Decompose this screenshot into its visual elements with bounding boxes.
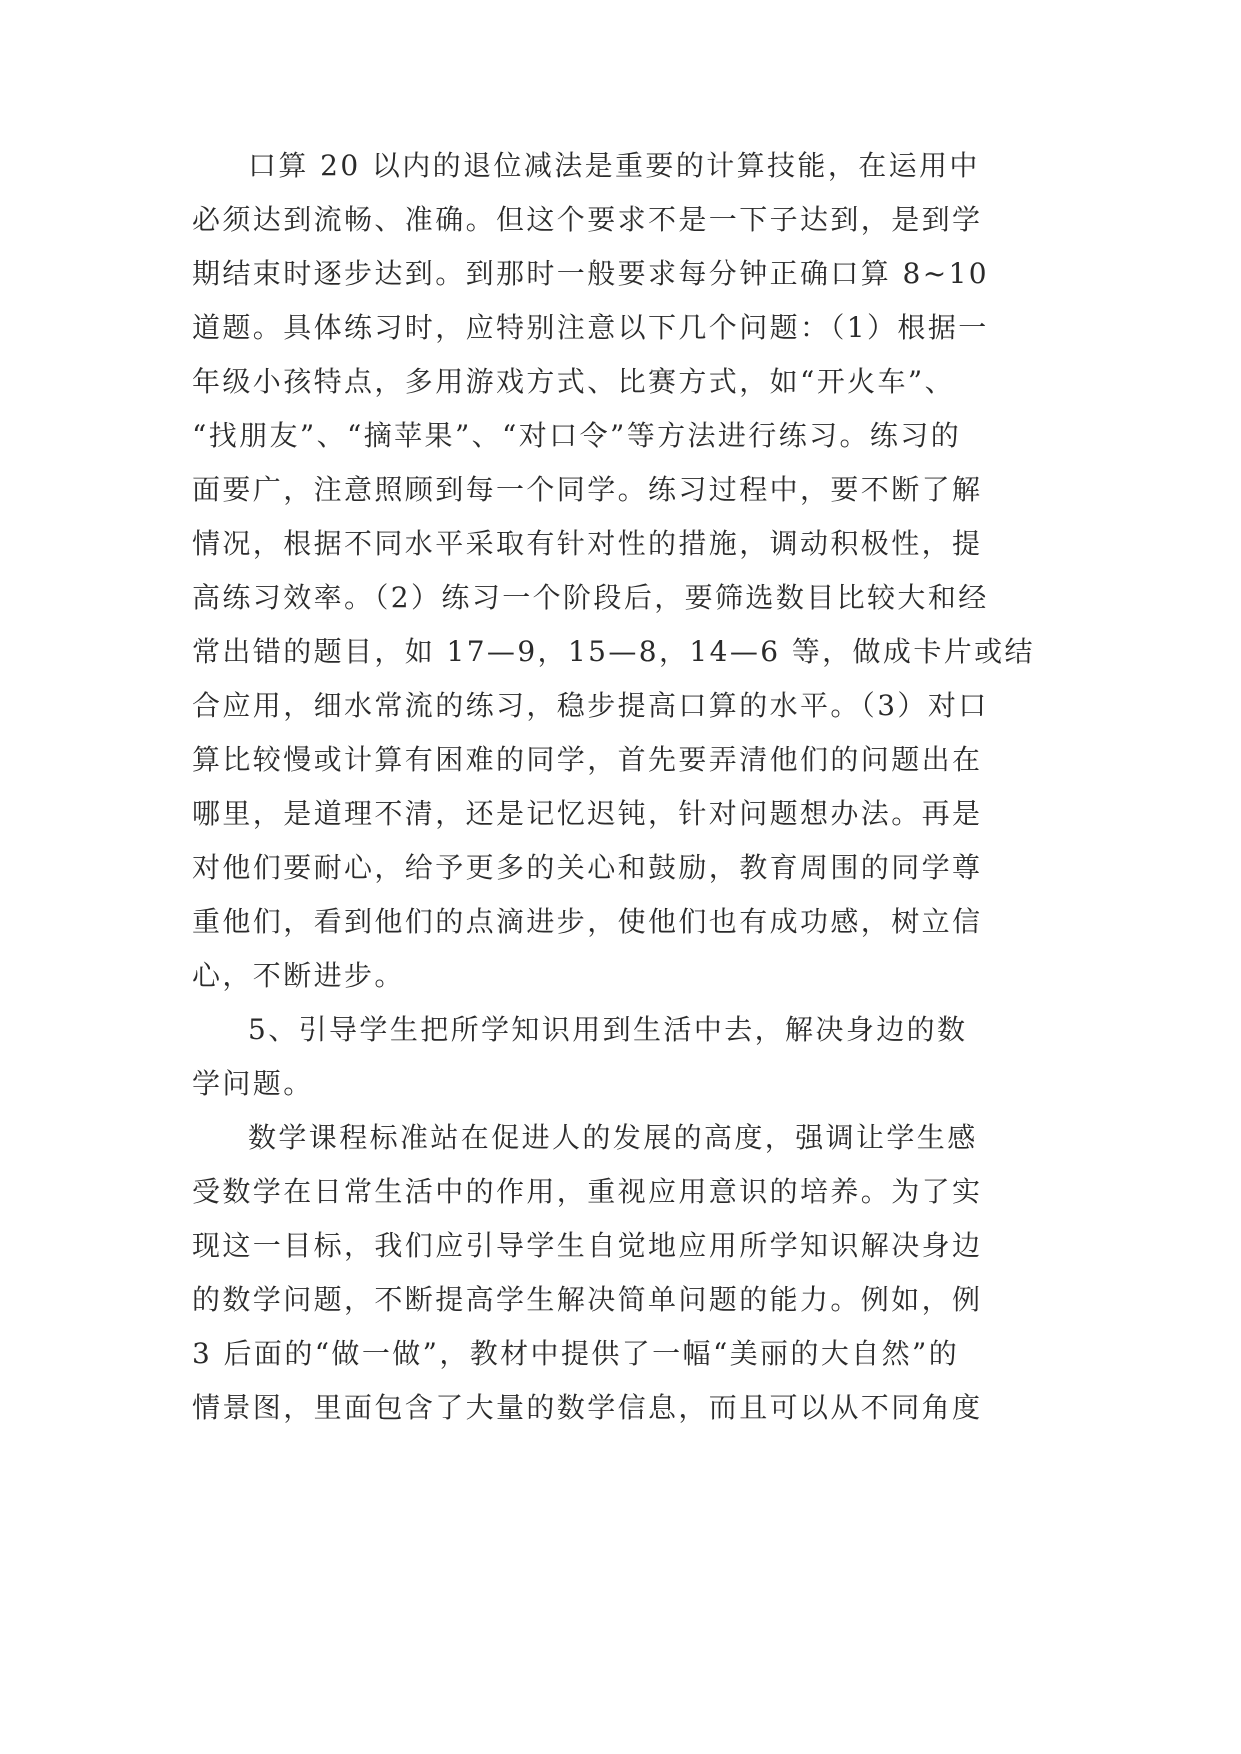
text-line: 重他们，看到他们的点滴进步，使他们也有成功感，树立信: [192, 905, 983, 938]
text-line: 算比较慢或计算有困难的同学，首先要弄清他们的问题出在: [192, 743, 983, 776]
text-line: 数学课程标准站在促进人的发展的高度，强调让学生感: [248, 1121, 978, 1154]
section-heading: 5、引导学生把所学知识用到生活中去，解决身边的数: [248, 1013, 968, 1046]
text-line: 常出错的题目，如 17—9，15—8，14—6 等，做成卡片或结: [192, 635, 1035, 668]
text-line: 情况，根据不同水平采取有针对性的措施，调动积极性，提: [192, 527, 983, 560]
text-line: “找朋友”、“摘苹果”、“对口令”等方法进行练习。练习的: [192, 419, 962, 452]
text-line: 现这一目标，我们应引导学生自觉地应用所学知识解决身边: [192, 1229, 983, 1262]
section-heading: 学问题。: [192, 1067, 314, 1100]
text-line: 年级小孩特点，多用游戏方式、比赛方式，如“开火车”、: [192, 365, 956, 398]
text-line: 合应用，细水常流的练习，稳步提高口算的水平。（3）对口: [192, 689, 989, 722]
text-line: 必须达到流畅、准确。但这个要求不是一下子达到，是到学: [192, 203, 983, 236]
text-line: 心，不断进步。: [192, 959, 405, 992]
text-line: 对他们要耐心，给予更多的关心和鼓励，教育周围的同学尊: [192, 851, 983, 884]
text-line: 受数学在日常生活中的作用，重视应用意识的培养。为了实: [192, 1175, 983, 1208]
text-line: 期结束时逐步达到。到那时一般要求每分钟正确口算 8~10: [192, 257, 990, 290]
text-line: 哪里，是道理不清，还是记忆迟钝，针对问题想办法。再是: [192, 797, 983, 830]
text-line: 的数学问题，不断提高学生解决简单问题的能力。例如，例: [192, 1283, 983, 1316]
text-line: 高练习效率。（2）练习一个阶段后，要筛选数目比较大和经: [192, 581, 989, 614]
text-line: 3 后面的“做一做”，教材中提供了一幅“美丽的大自然”的: [192, 1337, 960, 1370]
text-line: 情景图，里面包含了大量的数学信息，而且可以从不同角度: [192, 1391, 983, 1424]
text-line: 面要广，注意照顾到每一个同学。练习过程中，要不断了解: [192, 473, 983, 506]
text-line: 道题。具体练习时，应特别注意以下几个问题：（1）根据一: [192, 311, 989, 344]
text-line: 口算 20 以内的退位减法是重要的计算技能，在运用中: [248, 149, 980, 182]
